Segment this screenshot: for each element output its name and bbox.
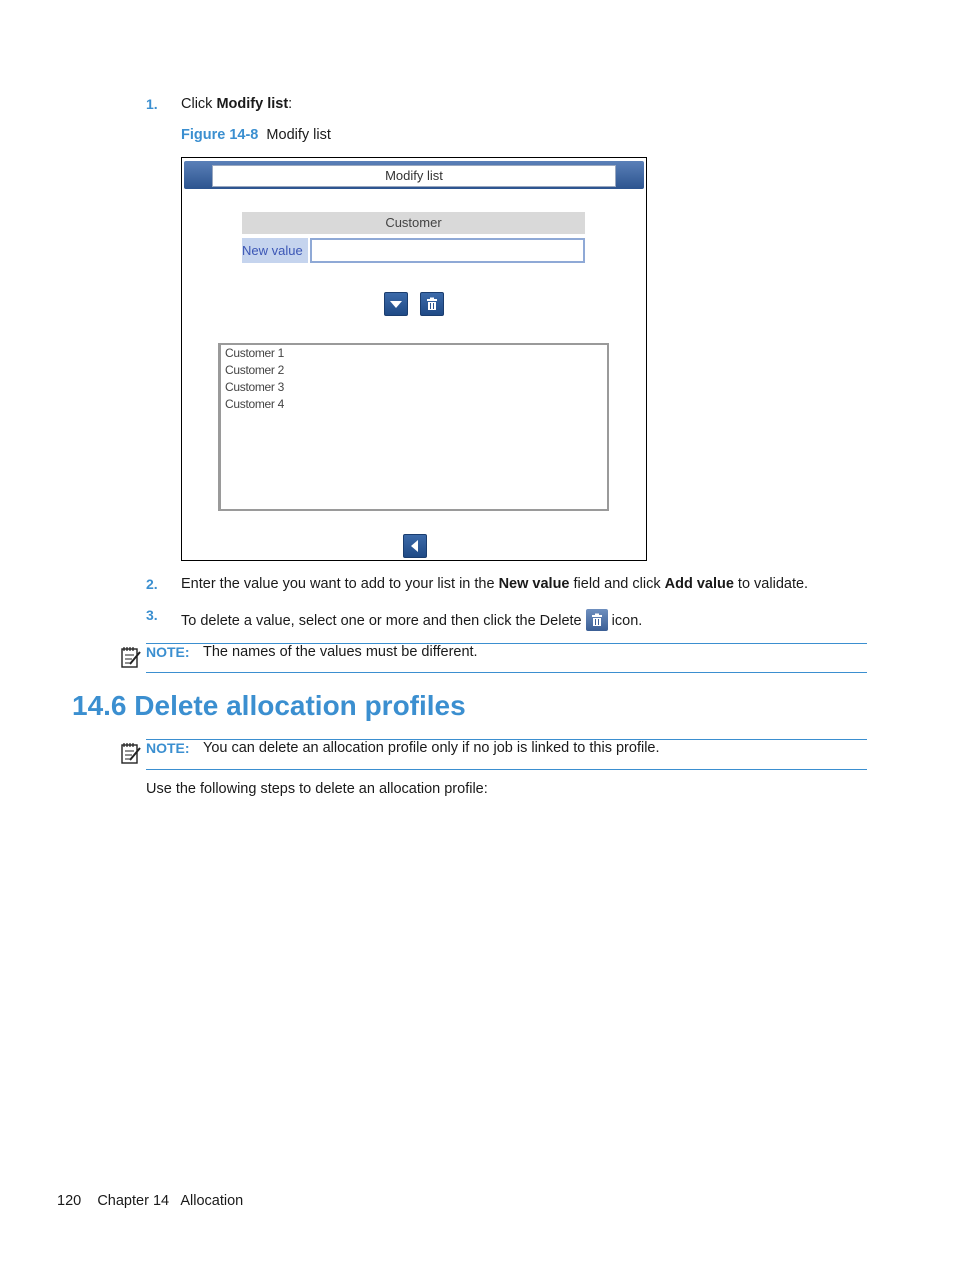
- list-item[interactable]: Customer 3: [225, 380, 285, 394]
- new-value-input[interactable]: [310, 238, 585, 263]
- trash-icon: [421, 293, 443, 315]
- note-1-text: The names of the values must be different.: [203, 644, 478, 660]
- step-2-text: Enter the value you want to add to your list in the New value field and click Add value to validate.: [181, 576, 809, 592]
- inline-trash-icon: [586, 609, 608, 631]
- step-1-number: 1.: [146, 96, 158, 112]
- footer-chapter: Chapter 14: [97, 1193, 170, 1209]
- back-button[interactable]: [403, 534, 427, 558]
- new-value-label: New value: [242, 238, 308, 263]
- dialog-title: Modify list: [212, 165, 616, 187]
- note-2-bottom-rule: [146, 769, 867, 770]
- modify-list-dialog: [181, 157, 647, 561]
- add-value-button[interactable]: [384, 292, 408, 316]
- delete-button[interactable]: [420, 292, 444, 316]
- footer-title: Allocation: [180, 1193, 244, 1209]
- list-item[interactable]: Customer 1: [225, 346, 285, 360]
- list-item[interactable]: Customer 4: [225, 397, 285, 411]
- arrow-down-icon: [385, 293, 407, 315]
- figure-caption: Figure 14-8 Modify list: [181, 127, 331, 143]
- arrow-left-icon: [404, 535, 426, 557]
- note-icon: [120, 645, 142, 669]
- step-3-text: To delete a value, select one or more and then click the Delete icon.: [181, 609, 871, 631]
- step-2-number: 2.: [146, 576, 158, 592]
- note-2-label: NOTE:: [146, 740, 190, 756]
- dialog-title-bar: [184, 161, 644, 189]
- note-1-label: NOTE:: [146, 644, 190, 660]
- body-paragraph: Use the following steps to delete an allocation profile:: [146, 781, 488, 797]
- customer-header: Customer: [242, 212, 585, 234]
- step-3-number: 3.: [146, 607, 158, 623]
- section-heading: 14.6 Delete allocation profiles: [72, 690, 466, 721]
- page-footer: [57, 1193, 243, 1209]
- values-list[interactable]: [218, 343, 609, 511]
- list-item[interactable]: Customer 2: [225, 363, 285, 377]
- page-number: 120: [57, 1193, 82, 1209]
- note-icon: [120, 741, 142, 765]
- note-1-bottom-rule: [146, 672, 867, 673]
- note-2-text: You can delete an allocation profile only if no job is linked to this profile.: [203, 740, 660, 756]
- step-1-text: Click Modify list:: [181, 96, 293, 112]
